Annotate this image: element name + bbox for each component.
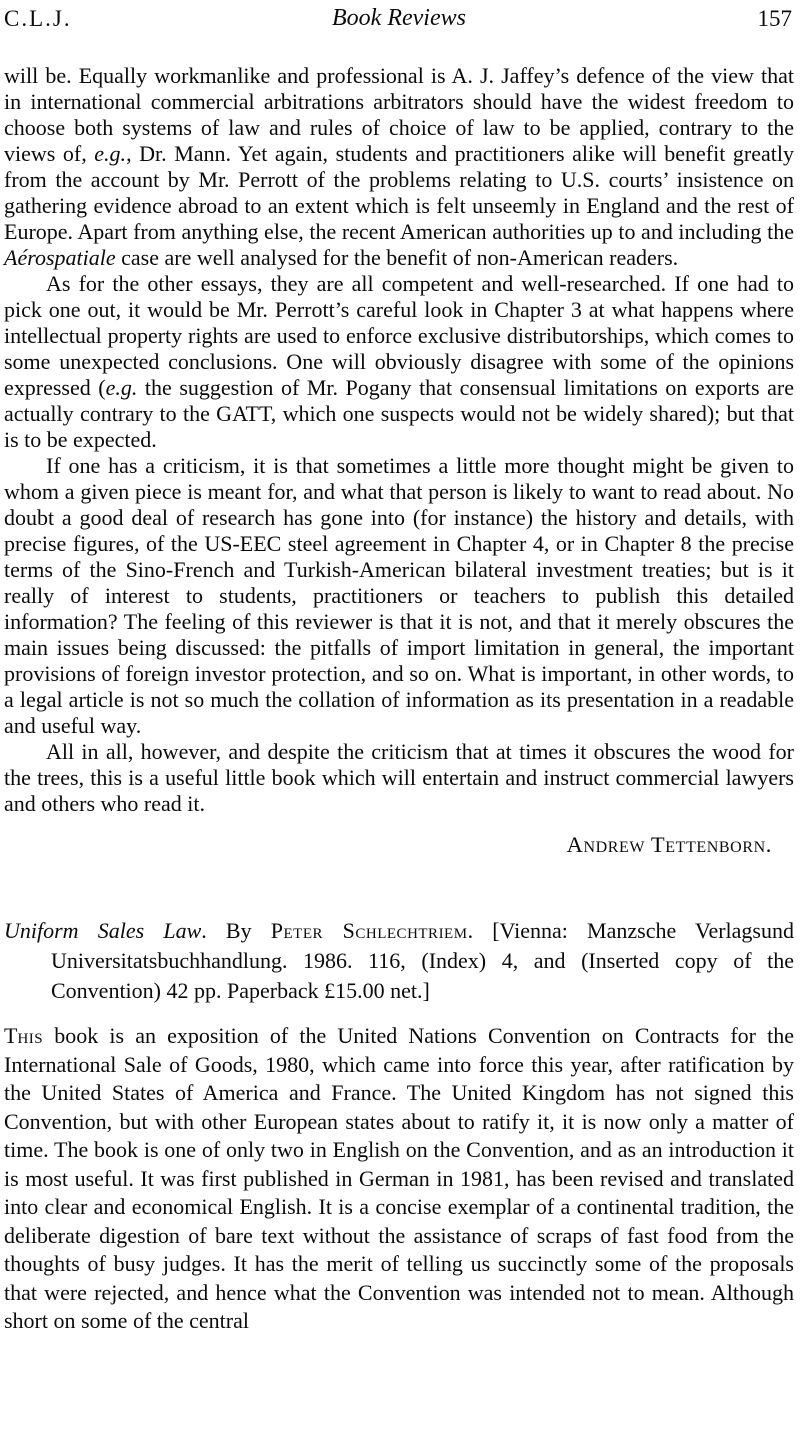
text-segment: e.g. (94, 141, 127, 166)
text-segment: All in all, however, and despite the criticism that at times it obscures the wood for the trees, this is a useful little book which will entertain and instruct commercial lawyers and others who read it. (4, 739, 794, 816)
paragraph (4, 1022, 794, 1336)
text-segment: . By (201, 918, 271, 943)
page-number: 157 (757, 6, 792, 31)
text-segment: e.g. (105, 375, 138, 400)
text-segment: book is an exposition of the United Nations Convention on Contracts for the International Sale of Goods, 1980, which came into force this year, after ratification by the United States of America and France. The United Kingdom has not signed this Convention, but with other European states about to ratify it, it is now only a matter of time. The book is one of only two in English on the Convention, and as an introduction it is most useful. It was first published in German in 1981, has been revised and translated into clear and economical English. It is a concise exemplar of a continental tradition, the deliberate digestion of bare text without the assistance of scraps of fast food from the thoughts of busy judges. It has the merit of telling us succinctly some of the proposals that were rejected, and hence what the Convention was intended not to mean. Although short on some of the central (4, 1023, 794, 1333)
text-segment: his (17, 1023, 44, 1048)
book-citation (4, 916, 794, 1006)
paragraph (4, 453, 794, 739)
text-segment: If one has a criticism, it is that sometimes a little more thought might be given to whom a given piece is meant for, and what that person is likely to want to read about. No doubt a good deal of research has gone into (for instance) the history and details, with precise figures, of the US-EEC steel agreement in Chapter 4, or in Chapter 8 the precise terms of the Sino-French and Turkish-American bilateral investment treaties; but is it really of interest to students, practitioners or teachers to publish this detailed information? The feeling of this reviewer is that it is not, and that it merely obscures the main issues being discussed: the pitfalls of import limitation in general, the important provisions of foreign investor protection, and so on. What is important, in other words, to a legal article is not so much the collation of information as its presentation in a readable and useful way. (4, 453, 794, 738)
text-segment: Peter Schlechtriem (270, 918, 468, 943)
text-segment: Aérospatiale (4, 245, 116, 270)
paragraph (4, 63, 794, 271)
paragraph (4, 271, 794, 453)
journal-abbreviation: C.L.J. (4, 6, 72, 31)
review-body-first (4, 63, 794, 817)
text-segment: will be. Equally workmanlike and professional is A. J. Jaffey’s defence of the view that in international commercial arbitrations arbitrators should have the widest freedom to choose both systems of law and rules of choice of law to be applied, contrary to the views of, (4, 63, 794, 166)
page-header (4, 5, 794, 32)
text-segment: case are well analysed for the benefit of non-American readers. (115, 245, 679, 270)
text-segment: , Dr. Mann. Yet again, students and practitioners alike will benefit greatly from the account by Mr. Perrott of the problems relating to U.S. courts’ insistence on gathering evidence abroad to an extent which is felt unseemly in England and the rest of Europe. Apart from anything else, the recent American authorities up to and including the (4, 141, 795, 244)
text-segment: Uniform Sales Law (4, 918, 202, 943)
text-segment: the suggestion of Mr. Pogany that consensual limitations on exports are actually contrary to the GATT, which one suspects would not be widely shared); but that is to be expected. (4, 375, 794, 452)
text-segment: As for the other essays, they are all competent and well-researched. If one had to pick one out, it would be Mr. Perrott’s careful look in Chapter 3 at what happens where intellectual property rights are used to enforce exclusive distributorships, which comes to some unexpected conclusions. One will obviously disagree with some of the opinions expressed ( (4, 271, 794, 400)
text-segment: . [Vienna: Manzsche Verlagsund Universitatsbuchhandlung. 1986. 116, (Index) 4, and (Inserted copy of the Convention) 42 pp. Paperback £15.00 net.] (51, 918, 794, 1003)
reviewer-signature: Andrew Tettenborn. (566, 832, 772, 857)
text-segment: T (4, 1023, 18, 1048)
paragraph (4, 739, 794, 817)
review-body-second (4, 1022, 794, 1336)
running-title: Book Reviews (332, 5, 466, 31)
